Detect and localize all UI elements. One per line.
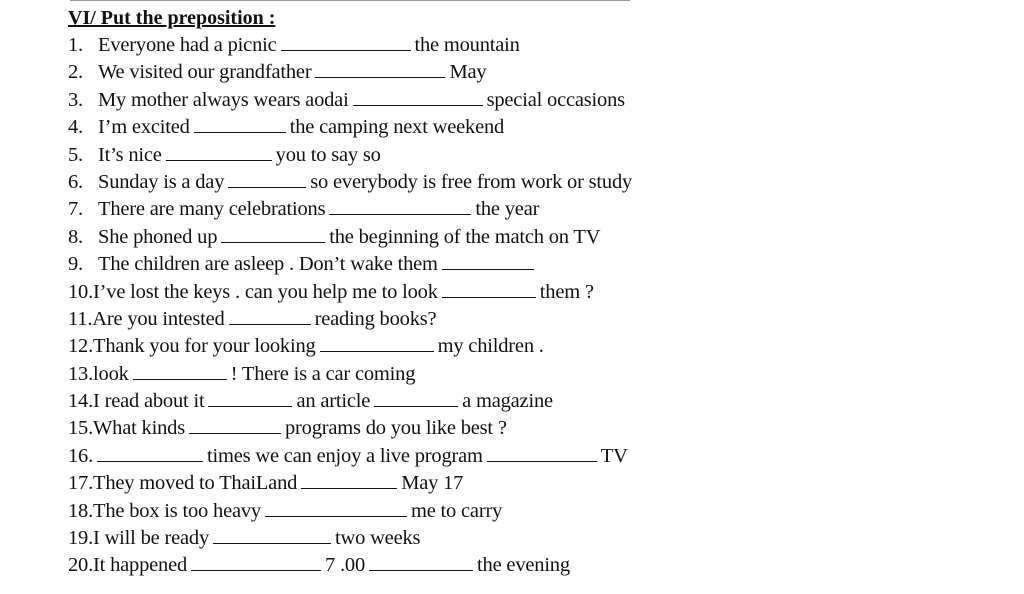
item-text: It happened [93,554,188,577]
item-text: reading books? [314,307,437,330]
item-number: 17. [68,472,94,495]
answer-blank[interactable] [191,552,321,571]
exercise-item [68,333,968,360]
item-number: 15. [68,417,94,440]
item-text: We visited our grandfather [98,61,312,84]
item-text: The children are asleep . Don’t wake them [98,253,438,276]
item-number: 12. [68,335,94,358]
answer-blank[interactable] [442,279,536,298]
item-text: They moved to ThaiLand [93,472,298,495]
item-text: Sunday is a day [98,170,225,193]
item-text: The box is too heavy [93,499,261,522]
exercise-item [68,443,968,470]
item-text: 7 .00 [325,554,366,577]
item-text: times we can enjoy a live program [207,444,483,467]
answer-blank[interactable] [301,470,397,489]
item-text: It’s nice [98,143,162,166]
item-number: 13. [68,362,94,385]
item-number: 19. [68,527,94,550]
item-text: my children . [437,335,544,358]
exercise-item [68,59,968,86]
exercise-item [68,470,968,497]
exercise-item [68,525,968,552]
item-text: programs do you like best ? [284,417,507,440]
item-text: Thank you for your looking [93,335,316,358]
exercise-list [68,32,968,580]
exercise-item [68,32,968,59]
answer-blank[interactable] [133,361,227,380]
answer-blank[interactable] [221,224,325,243]
item-number: 4. [68,116,83,139]
exercise-item [68,361,968,388]
item-text: May 17 [401,472,464,495]
item-number: 16. [68,444,94,467]
item-number: 3. [68,88,83,111]
answer-blank[interactable] [229,306,311,325]
answer-blank[interactable] [374,388,458,407]
item-text: What kinds [93,417,185,440]
item-text: Everyone had a picnic [98,34,277,56]
item-text: She phoned up [98,225,218,248]
item-text: I read about it [93,390,205,413]
exercise-item [68,552,968,579]
answer-blank[interactable] [213,525,331,544]
answer-blank[interactable] [315,59,445,78]
item-number: 2. [68,61,83,84]
answer-blank[interactable] [97,443,203,462]
item-text: ! There is a car coming [230,362,416,385]
answer-blank[interactable] [228,169,306,188]
answer-blank[interactable] [369,552,473,571]
exercise-item [68,142,968,169]
item-text: the camping next weekend [289,116,505,139]
exercise-item [68,306,968,333]
item-text: look [93,362,129,385]
item-number: 11. [68,307,93,330]
item-text: TV [600,444,628,467]
item-text: I will be ready [93,527,209,550]
item-text: the year [475,198,540,221]
exercise-item [68,415,968,442]
item-text: them ? [539,280,594,303]
item-text: the evening [477,554,570,577]
exercise-item [68,251,968,278]
exercise-item [68,388,968,415]
item-number: 9. [68,253,83,276]
item-text: I’ve lost the keys . can you help me to look [93,280,438,303]
item-text: so everybody is free from work or study [310,170,633,193]
answer-blank[interactable] [189,415,281,434]
item-text: you to say so [275,143,381,166]
item-number: 5. [68,143,83,166]
answer-blank[interactable] [208,388,292,407]
item-number: 20. [68,554,94,577]
item-text: me to carry [410,499,503,522]
item-text: an article [296,390,371,413]
item-text: the mountain [414,34,520,56]
item-number: 14. [68,390,94,413]
item-number: 18. [68,499,94,522]
exercise-item [68,114,968,141]
item-text: a magazine [462,390,553,413]
answer-blank[interactable] [320,333,434,352]
exercise-item [68,224,968,251]
item-number: 8. [68,225,83,248]
answer-blank[interactable] [194,114,286,133]
answer-blank[interactable] [487,443,597,462]
item-text: Are you intested [92,307,225,330]
item-text: the beginning of the match on TV [329,225,601,248]
exercise-item [68,87,968,114]
answer-blank[interactable] [353,87,483,106]
answer-blank[interactable] [329,196,471,215]
item-text: I’m excited [98,116,190,139]
exercise-item [68,498,968,525]
answer-blank[interactable] [442,251,534,270]
answer-blank[interactable] [265,498,407,517]
answer-blank[interactable] [281,32,411,51]
item-text: special occasions [486,88,625,111]
answer-blank[interactable] [166,142,272,161]
item-text: May [449,61,487,84]
item-number: 7. [68,198,83,221]
exercise-item [68,279,968,306]
item-text: My mother always wears aodai [98,88,349,111]
exercise-item [68,196,968,223]
exercise-title: VI/ Put the preposition : [68,7,276,29]
item-number: 10. [68,280,94,303]
item-number: 1. [68,34,83,56]
exercise-item [68,169,968,196]
item-text: There are many celebrations [98,198,326,221]
item-text: two weeks [335,527,421,550]
item-number: 6. [68,170,83,193]
